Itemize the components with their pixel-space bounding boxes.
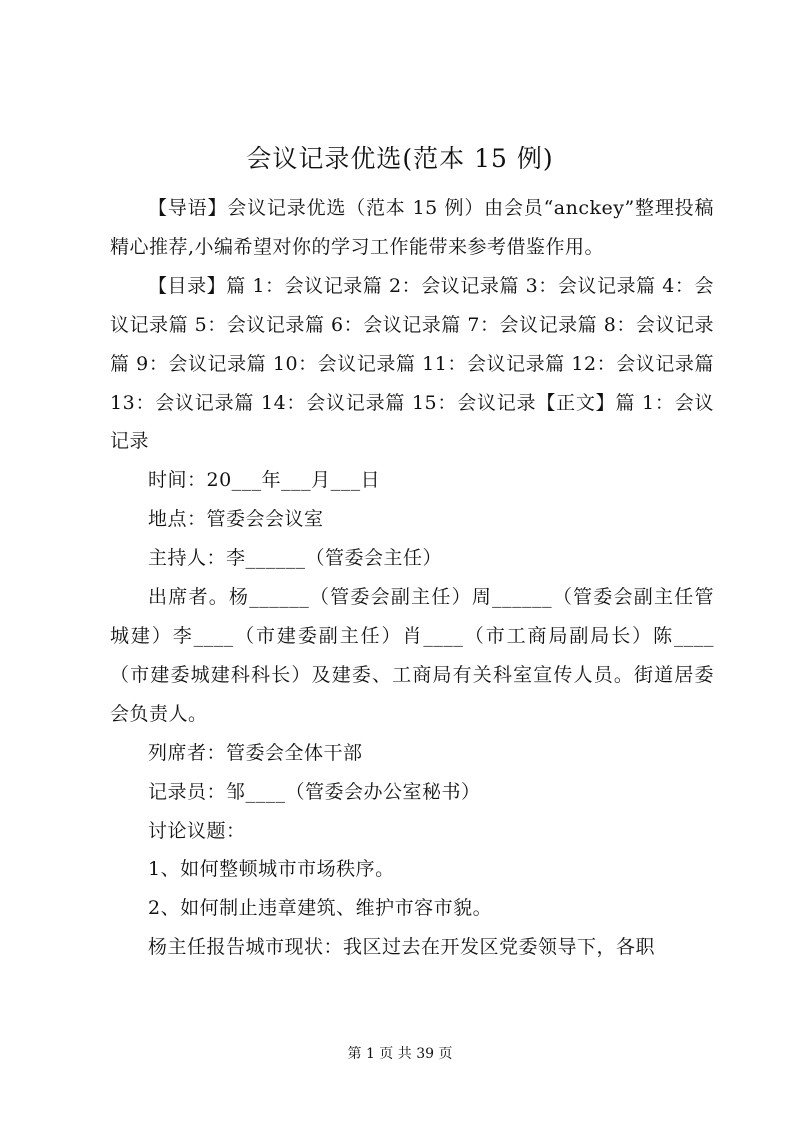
paragraph-attendees: 出席者。杨______（管委会副主任）周______（管委会副主任管城建）李____（市建委副主任）肖____（市工商局副局长）陈____（市建委城建科科长）及建委、工商局有关科室宣传人员。街道居委会负责人。: [110, 586, 714, 725]
document-title: 会议记录优选(范本 15 例): [246, 144, 554, 173]
paragraph-topic-2: 2、如何制止违章建筑、维护市容市貌。: [148, 897, 493, 920]
paragraph-topic-1: 1、如何整顿城市市场秩序。: [148, 858, 395, 881]
paragraph-location: 地点：管委会会议室: [148, 508, 324, 531]
paragraph-intro: 【导语】会议记录优选（范本 15 例）由会员“anckey”整理投稿精心推荐,小编希望对你的学习工作能带来参考借鉴作用。: [110, 197, 714, 258]
paragraph-report: 杨主任报告城市现状：我区过去在开发区党委领导下，各职: [148, 936, 656, 959]
paragraph-observers: 列席者：管委会全体干部: [148, 741, 363, 764]
paragraph-topics-heading: 讨论议题：: [148, 819, 246, 842]
document-body: [110, 189, 714, 967]
paragraph-time: 时间：20___年___月___日: [148, 469, 381, 492]
paragraph-recorder: 记录员：邹____（管委会办公室秘书）: [148, 780, 481, 803]
page-footer: 第 1 页 共 39 页: [347, 1046, 453, 1062]
paragraph-host: 主持人：李______（管委会主任）: [148, 547, 443, 570]
paragraph-toc: 【目录】篇 1：会议记录篇 2：会议记录篇 3：会议记录篇 4：会议记录篇 5：会议记录篇 6：会议记录篇 7：会议记录篇 8：会议记录篇 9：会议记录篇 10：会议记录篇 11：会议记录篇 12：会议记录篇 13：会议记录篇 14：会议记录篇 15：会议记录【正文】篇 1：会议记录: [110, 274, 714, 453]
